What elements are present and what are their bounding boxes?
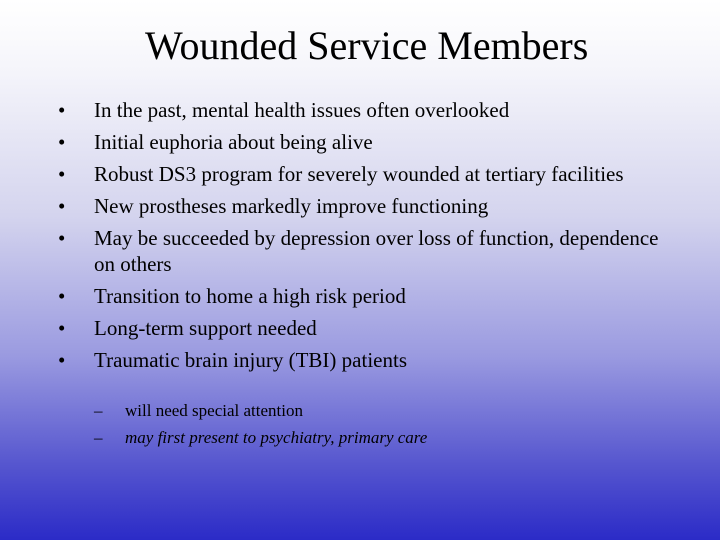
sub-bullet-text: will need special attention bbox=[125, 401, 303, 420]
bullet-text: Robust DS3 program for severely wounded at tertiary facilities bbox=[94, 162, 624, 186]
bullet-item bbox=[58, 225, 678, 277]
bullet-item bbox=[58, 315, 678, 341]
sub-bullet-marker: – bbox=[94, 428, 103, 447]
bullet-text: Transition to home a high risk period bbox=[94, 284, 406, 308]
bullet-list bbox=[58, 97, 678, 379]
bullet-item bbox=[58, 347, 678, 373]
sub-bullet-item bbox=[94, 427, 614, 449]
bullet-marker: • bbox=[58, 348, 66, 372]
bullet-item bbox=[58, 193, 678, 219]
bullet-text: Initial euphoria about being alive bbox=[94, 130, 373, 154]
bullet-text: May be succeeded by depression over loss of function, dependence on others bbox=[94, 226, 659, 276]
bullet-marker: • bbox=[58, 130, 66, 154]
bullet-item bbox=[58, 161, 678, 187]
bullet-marker: • bbox=[58, 194, 66, 218]
sub-bullet-item bbox=[94, 400, 614, 422]
bullet-text: Traumatic brain injury (TBI) patients bbox=[94, 348, 407, 372]
sub-bullet-list bbox=[94, 400, 614, 454]
bullet-text: New prostheses markedly improve functioning bbox=[94, 194, 489, 218]
sub-bullet-marker: – bbox=[94, 401, 103, 420]
bullet-marker: • bbox=[58, 98, 66, 122]
bullet-item bbox=[58, 97, 678, 123]
slide-title: Wounded Service Members bbox=[145, 23, 589, 68]
bullet-text: Long-term support needed bbox=[94, 316, 317, 340]
bullet-text: In the past, mental health issues often overlooked bbox=[94, 98, 510, 122]
bullet-marker: • bbox=[58, 284, 66, 308]
bullet-item bbox=[58, 129, 678, 155]
sub-bullet-text: may first present to psychiatry, primary care bbox=[125, 428, 428, 447]
bullet-item bbox=[58, 283, 678, 309]
bullet-marker: • bbox=[58, 226, 66, 250]
bullet-marker: • bbox=[58, 162, 66, 186]
bullet-marker: • bbox=[58, 316, 66, 340]
